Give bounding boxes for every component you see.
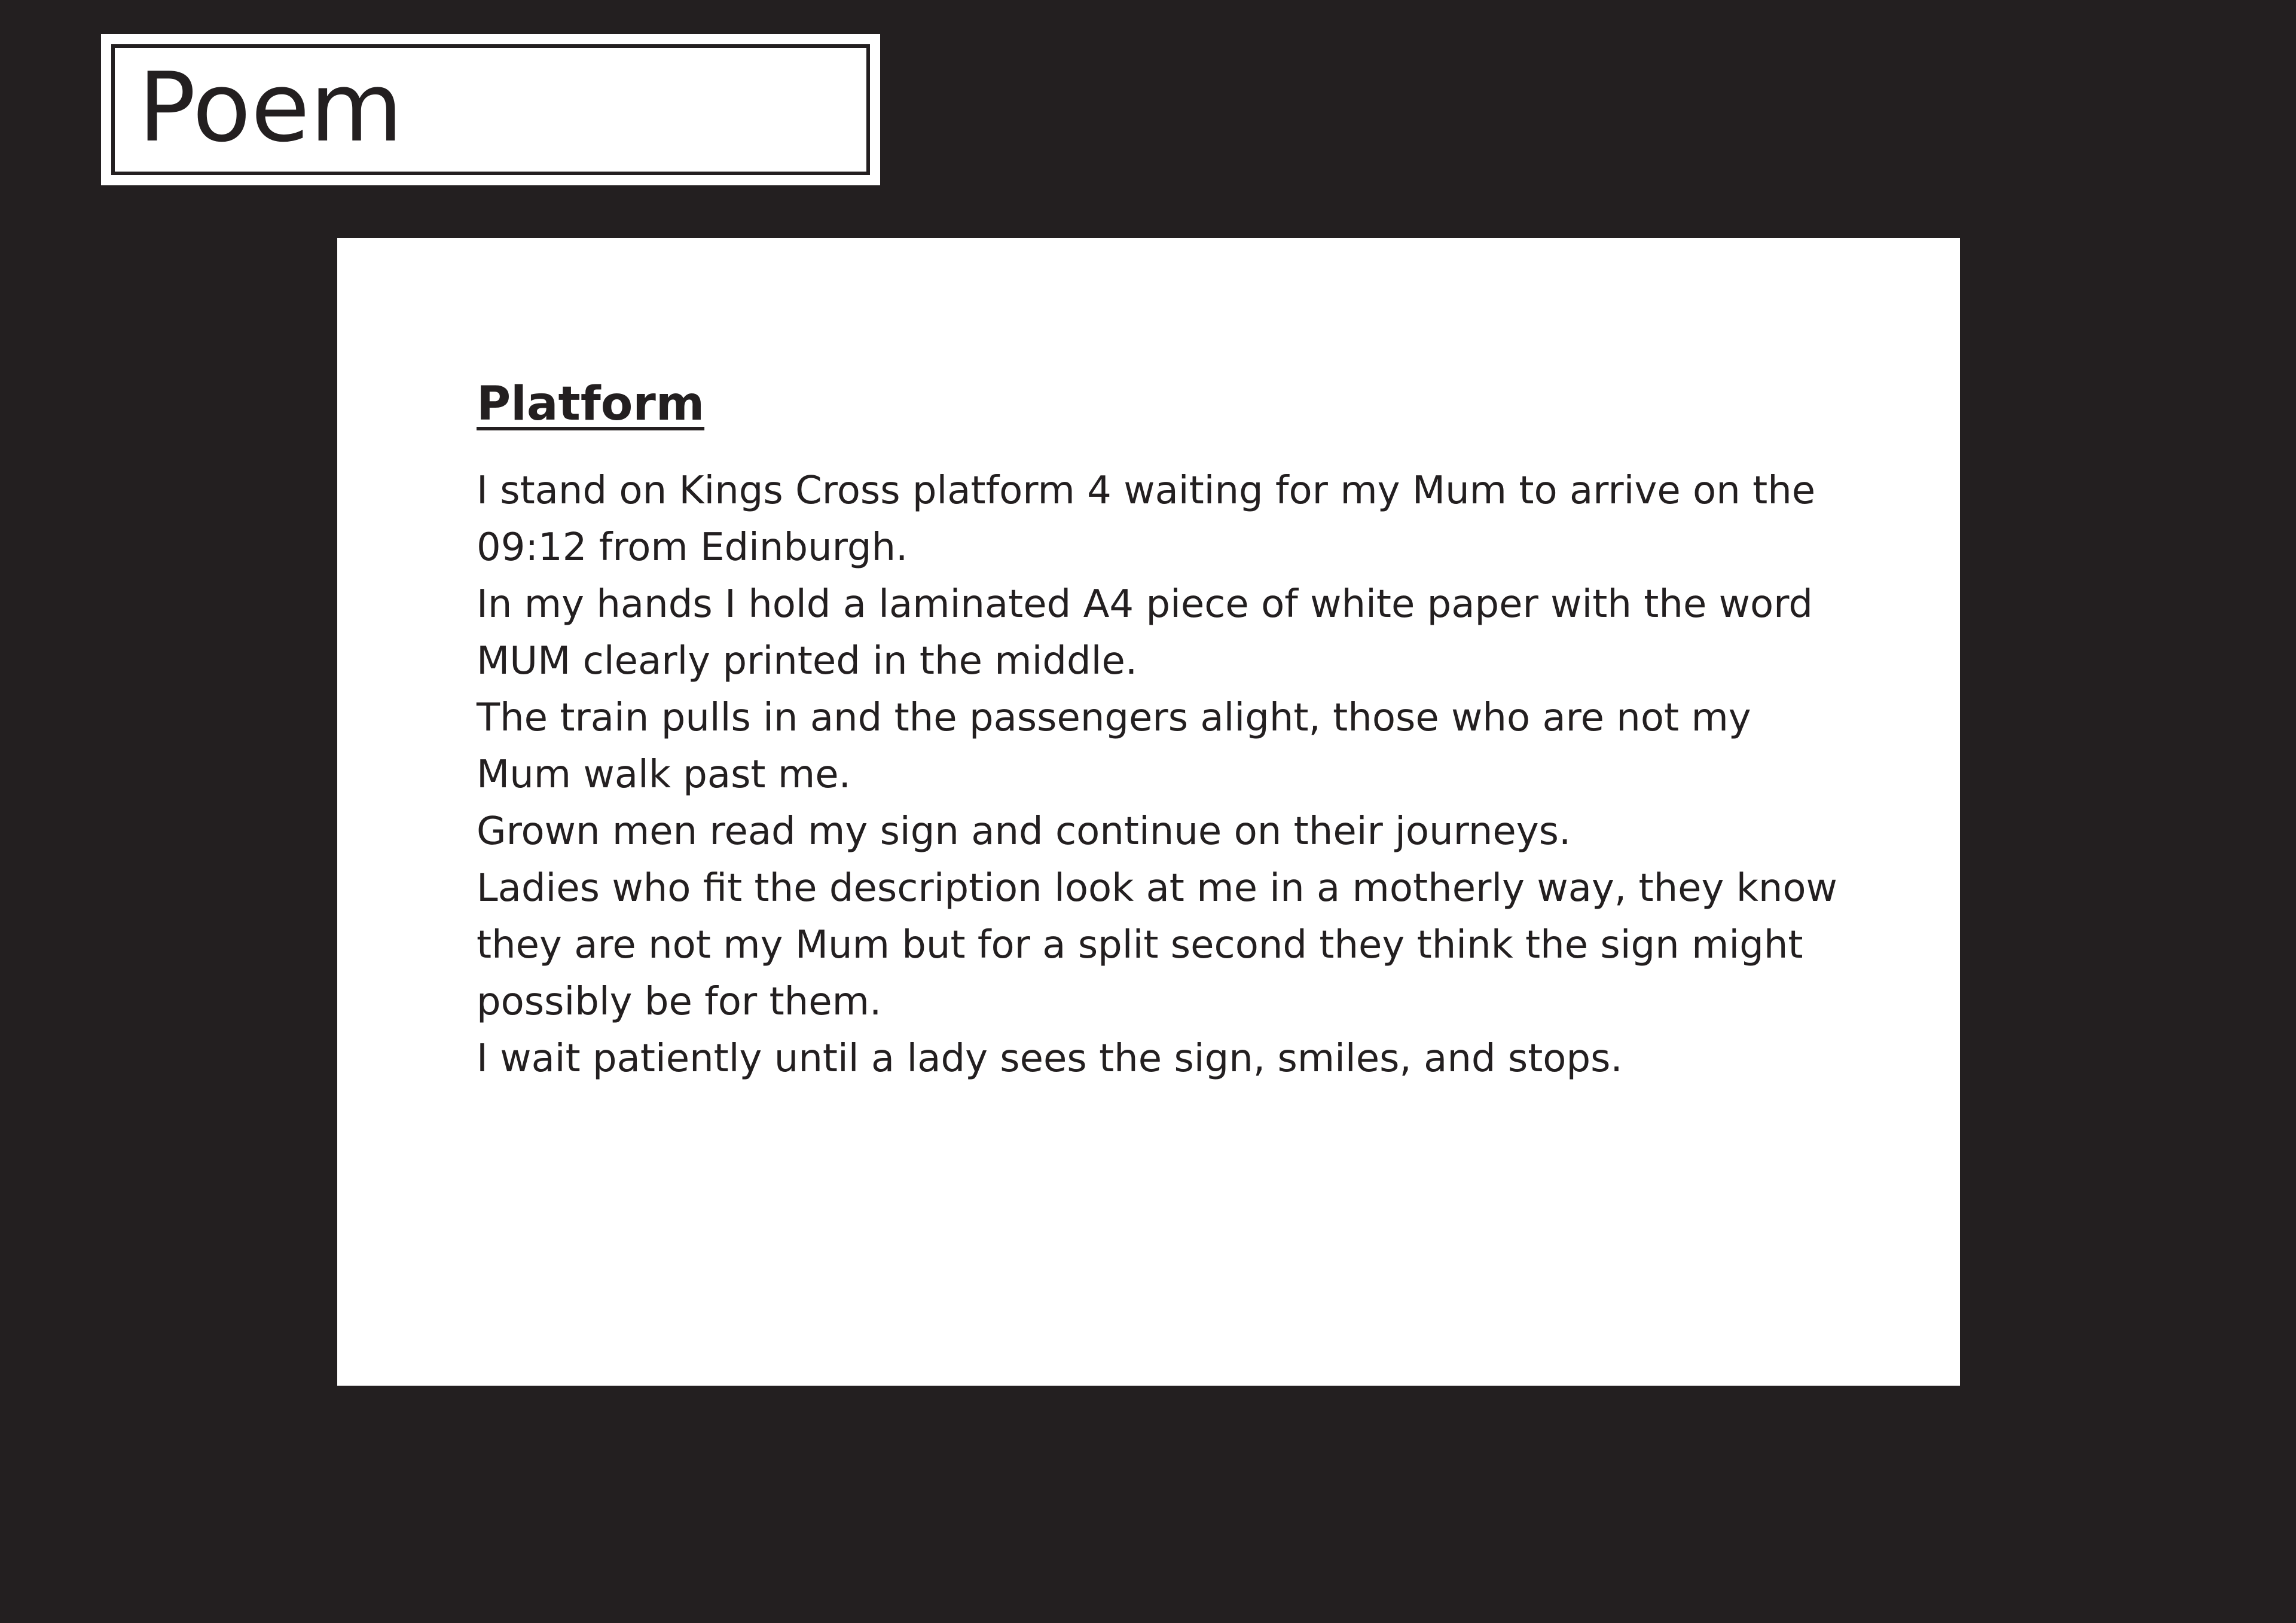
poem-line: Mum walk past me.: [477, 753, 851, 797]
title-box: [101, 34, 880, 185]
poem-line: In my hands I hold a laminated A4 piece of white paper with the word: [477, 582, 1813, 626]
poem-line: Grown men read my sign and continue on their journeys.: [477, 809, 1571, 854]
page-title: Poem: [138, 51, 403, 163]
title-frame: [111, 44, 870, 175]
poem-heading: Platform: [477, 377, 705, 431]
poem-line: 09:12 from Edinburgh.: [477, 525, 908, 570]
poem-body: [477, 463, 1852, 1087]
poem-line: Ladies who fit the description look at me in a motherly way, they know: [477, 866, 1837, 910]
poem-line: I stand on Kings Cross platform 4 waiting for my Mum to arrive on the: [477, 469, 1816, 513]
poem-card: [337, 238, 1960, 1386]
poem-line: The train pulls in and the passengers alight, those who are not my: [477, 696, 1751, 740]
poem-line: I wait patiently until a lady sees the sign, smiles, and stops.: [477, 1037, 1623, 1081]
poem-line: MUM clearly printed in the middle.: [477, 639, 1138, 683]
poem-line: possibly be for them.: [477, 980, 882, 1024]
poem-line: they are not my Mum but for a split second they think the sign might: [477, 923, 1803, 967]
